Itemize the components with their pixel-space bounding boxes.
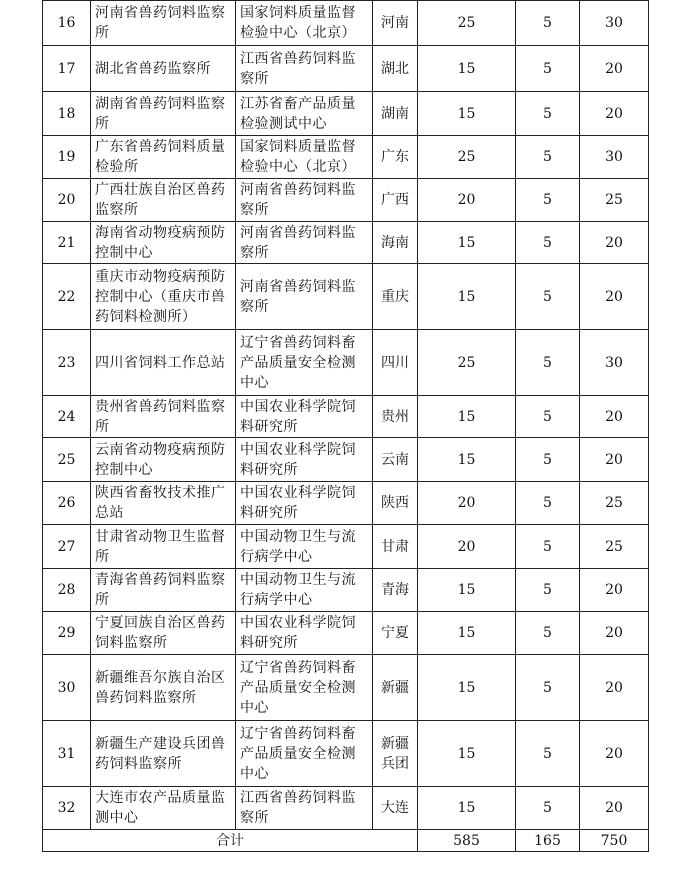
table-row — [43, 136, 649, 179]
org-name: 云南省动物疫病预防控制中心 — [91, 438, 236, 482]
row-number: 19 — [43, 136, 91, 179]
table-row — [43, 721, 649, 787]
value-a: 15 — [418, 92, 516, 136]
row-number: 25 — [43, 438, 91, 482]
lab-name: 河南省兽药饲料监察所 — [236, 222, 373, 264]
org-name: 河南省兽药饲料监察所 — [91, 1, 236, 46]
value-total: 20 — [580, 222, 649, 264]
total-label: 合计 — [43, 830, 418, 852]
lab-name: 中国农业科学院饲料研究所 — [236, 396, 373, 438]
org-name: 大连市农产品质量监测中心 — [91, 787, 236, 830]
province: 新疆 — [373, 655, 418, 721]
value-total: 30 — [580, 136, 649, 179]
value-b: 5 — [516, 612, 580, 655]
lab-name: 中国农业科学院饲料研究所 — [236, 438, 373, 482]
value-b: 5 — [516, 330, 580, 396]
lab-name: 国家饲料质量监督检验中心（北京） — [236, 1, 373, 46]
table-row — [43, 92, 649, 136]
total-a: 585 — [418, 830, 516, 852]
org-name: 广西壮族自治区兽药监察所 — [91, 179, 236, 222]
org-name: 贵州省兽药饲料监察所 — [91, 396, 236, 438]
lab-name: 河南省兽药饲料监察所 — [236, 264, 373, 330]
lab-name: 中国农业科学院饲料研究所 — [236, 482, 373, 525]
table-row — [43, 569, 649, 612]
lab-name: 江西省兽药饲料监察所 — [236, 46, 373, 92]
org-name: 新疆生产建设兵团兽药饲料监察所 — [91, 721, 236, 787]
value-b: 5 — [516, 396, 580, 438]
table-row — [43, 222, 649, 264]
table-row — [43, 655, 649, 721]
value-total: 30 — [580, 330, 649, 396]
table-row — [43, 787, 649, 830]
province: 云南 — [373, 438, 418, 482]
row-number: 31 — [43, 721, 91, 787]
province: 贵州 — [373, 396, 418, 438]
value-total: 20 — [580, 264, 649, 330]
row-number: 16 — [43, 1, 91, 46]
province: 四川 — [373, 330, 418, 396]
lab-name: 辽宁省兽药饲料畜产品质量安全检测中心 — [236, 330, 373, 396]
value-a: 15 — [418, 721, 516, 787]
table-row — [43, 438, 649, 482]
province: 陕西 — [373, 482, 418, 525]
value-a: 15 — [418, 46, 516, 92]
value-a: 25 — [418, 136, 516, 179]
value-b: 5 — [516, 569, 580, 612]
value-total: 25 — [580, 525, 649, 569]
row-number: 30 — [43, 655, 91, 721]
table-row — [43, 525, 649, 569]
row-number: 24 — [43, 396, 91, 438]
org-name: 四川省饲料工作总站 — [91, 330, 236, 396]
value-b: 5 — [516, 46, 580, 92]
row-number: 17 — [43, 46, 91, 92]
table-body — [43, 1, 649, 852]
lab-name: 辽宁省兽药饲料畜产品质量安全检测中心 — [236, 655, 373, 721]
value-b: 5 — [516, 222, 580, 264]
lab-name: 江苏省畜产品质量检验测试中心 — [236, 92, 373, 136]
value-total: 20 — [580, 655, 649, 721]
row-number: 20 — [43, 179, 91, 222]
province: 湖南 — [373, 92, 418, 136]
value-a: 15 — [418, 438, 516, 482]
province: 河南 — [373, 1, 418, 46]
data-table — [42, 0, 649, 852]
row-number: 26 — [43, 482, 91, 525]
row-number: 32 — [43, 787, 91, 830]
province: 宁夏 — [373, 612, 418, 655]
value-b: 5 — [516, 525, 580, 569]
table-row — [43, 612, 649, 655]
grand-total: 750 — [580, 830, 649, 852]
table-row — [43, 179, 649, 222]
row-number: 29 — [43, 612, 91, 655]
value-a: 15 — [418, 264, 516, 330]
value-a: 20 — [418, 482, 516, 525]
org-name: 海南省动物疫病预防控制中心 — [91, 222, 236, 264]
lab-name: 中国动物卫生与流行病学中心 — [236, 525, 373, 569]
province: 甘肃 — [373, 525, 418, 569]
province: 重庆 — [373, 264, 418, 330]
province: 大连 — [373, 787, 418, 830]
value-b: 5 — [516, 787, 580, 830]
org-name: 甘肃省动物卫生监督所 — [91, 525, 236, 569]
lab-name: 国家饲料质量监督检验中心（北京） — [236, 136, 373, 179]
value-a: 25 — [418, 330, 516, 396]
lab-name: 河南省兽药饲料监察所 — [236, 179, 373, 222]
org-name: 青海省兽药饲料监察所 — [91, 569, 236, 612]
table-row — [43, 482, 649, 525]
table-row — [43, 46, 649, 92]
row-number: 18 — [43, 92, 91, 136]
value-a: 15 — [418, 569, 516, 612]
value-b: 5 — [516, 136, 580, 179]
row-number: 21 — [43, 222, 91, 264]
value-b: 5 — [516, 721, 580, 787]
value-a: 15 — [418, 396, 516, 438]
value-total: 20 — [580, 438, 649, 482]
value-a: 15 — [418, 655, 516, 721]
province: 广西 — [373, 179, 418, 222]
value-b: 5 — [516, 179, 580, 222]
org-name: 广东省兽药饲料质量检验所 — [91, 136, 236, 179]
org-name: 湖北省兽药监察所 — [91, 46, 236, 92]
value-b: 5 — [516, 438, 580, 482]
table-row — [43, 264, 649, 330]
province: 湖北 — [373, 46, 418, 92]
value-b: 5 — [516, 482, 580, 525]
value-total: 20 — [580, 396, 649, 438]
value-a: 15 — [418, 612, 516, 655]
row-number: 23 — [43, 330, 91, 396]
province: 新疆兵团 — [373, 721, 418, 787]
value-total: 20 — [580, 46, 649, 92]
table-row — [43, 1, 649, 46]
value-b: 5 — [516, 264, 580, 330]
value-b: 5 — [516, 1, 580, 46]
value-a: 25 — [418, 1, 516, 46]
lab-name: 中国农业科学院饲料研究所 — [236, 612, 373, 655]
province: 青海 — [373, 569, 418, 612]
value-total: 20 — [580, 92, 649, 136]
table-row — [43, 396, 649, 438]
value-b: 5 — [516, 655, 580, 721]
value-total: 20 — [580, 569, 649, 612]
value-a: 15 — [418, 222, 516, 264]
lab-name: 中国动物卫生与流行病学中心 — [236, 569, 373, 612]
value-total: 30 — [580, 1, 649, 46]
value-b: 5 — [516, 92, 580, 136]
value-total: 25 — [580, 179, 649, 222]
province: 广东 — [373, 136, 418, 179]
org-name: 重庆市动物疫病预防控制中心（重庆市兽药饲料检测所） — [91, 264, 236, 330]
org-name: 陕西省畜牧技术推广总站 — [91, 482, 236, 525]
value-a: 15 — [418, 787, 516, 830]
row-number: 28 — [43, 569, 91, 612]
value-a: 20 — [418, 525, 516, 569]
value-total: 20 — [580, 721, 649, 787]
org-name: 湖南省兽药饲料监察所 — [91, 92, 236, 136]
row-number: 27 — [43, 525, 91, 569]
org-name: 宁夏回族自治区兽药饲料监察所 — [91, 612, 236, 655]
value-total: 20 — [580, 787, 649, 830]
table-row — [43, 330, 649, 396]
value-a: 20 — [418, 179, 516, 222]
value-total: 25 — [580, 482, 649, 525]
total-row — [43, 830, 649, 852]
row-number: 22 — [43, 264, 91, 330]
org-name: 新疆维吾尔族自治区兽药饲料监察所 — [91, 655, 236, 721]
value-total: 20 — [580, 612, 649, 655]
lab-name: 江西省兽药饲料监察所 — [236, 787, 373, 830]
province: 海南 — [373, 222, 418, 264]
total-b: 165 — [516, 830, 580, 852]
lab-name: 辽宁省兽药饲料畜产品质量安全检测中心 — [236, 721, 373, 787]
